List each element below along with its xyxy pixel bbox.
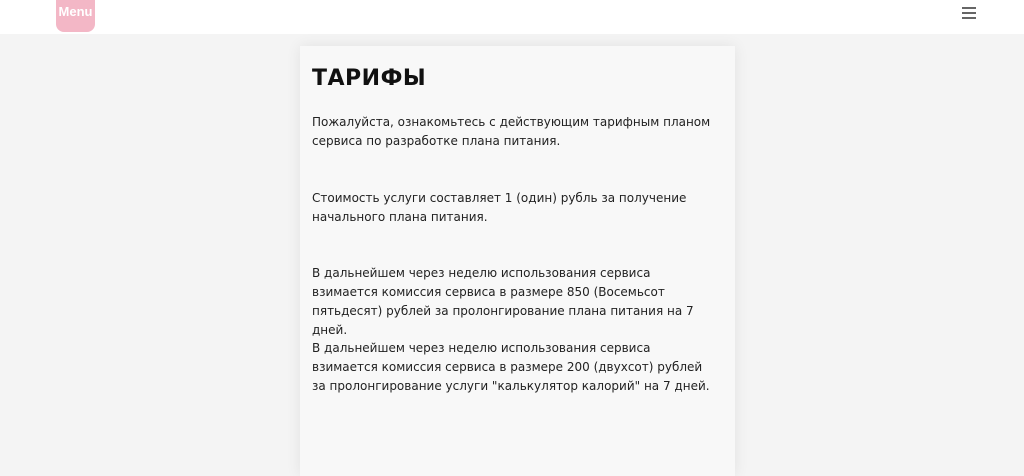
page-title: ТАРИФЫ [312, 66, 427, 91]
top-navigation-bar [0, 0, 1024, 34]
menu-logo[interactable] [56, 0, 95, 32]
calorie-calculator-fee-paragraph: В дальнейшем через неделю использования сервиса взимается комиссия сервиса в размере 200 (двухсот) рублей за пролонгирование услуги "калькулятор калорий" на 7 дней. [312, 341, 710, 393]
tariffs-card [300, 46, 735, 476]
intro-paragraph: Пожалуйста, ознакомьтесь с действующим тарифным планом сервиса по разработке плана питания. [312, 115, 711, 148]
hamburger-line [962, 12, 976, 14]
initial-cost-paragraph: Стоимость услуги составляет 1 (один) рубль за получение начального плана питания. [312, 191, 687, 224]
logo-text: Menu [58, 4, 93, 19]
hamburger-line [962, 7, 976, 9]
meal-plan-fee-paragraph: В дальнейшем через неделю использования сервиса взимается комиссия сервиса в размере 850 (Восемьсот пятьдесят) рублей за пролонгирование плана питания на 7 дней. [312, 266, 694, 337]
hamburger-line [962, 17, 976, 19]
hamburger-menu-icon[interactable] [962, 7, 976, 19]
